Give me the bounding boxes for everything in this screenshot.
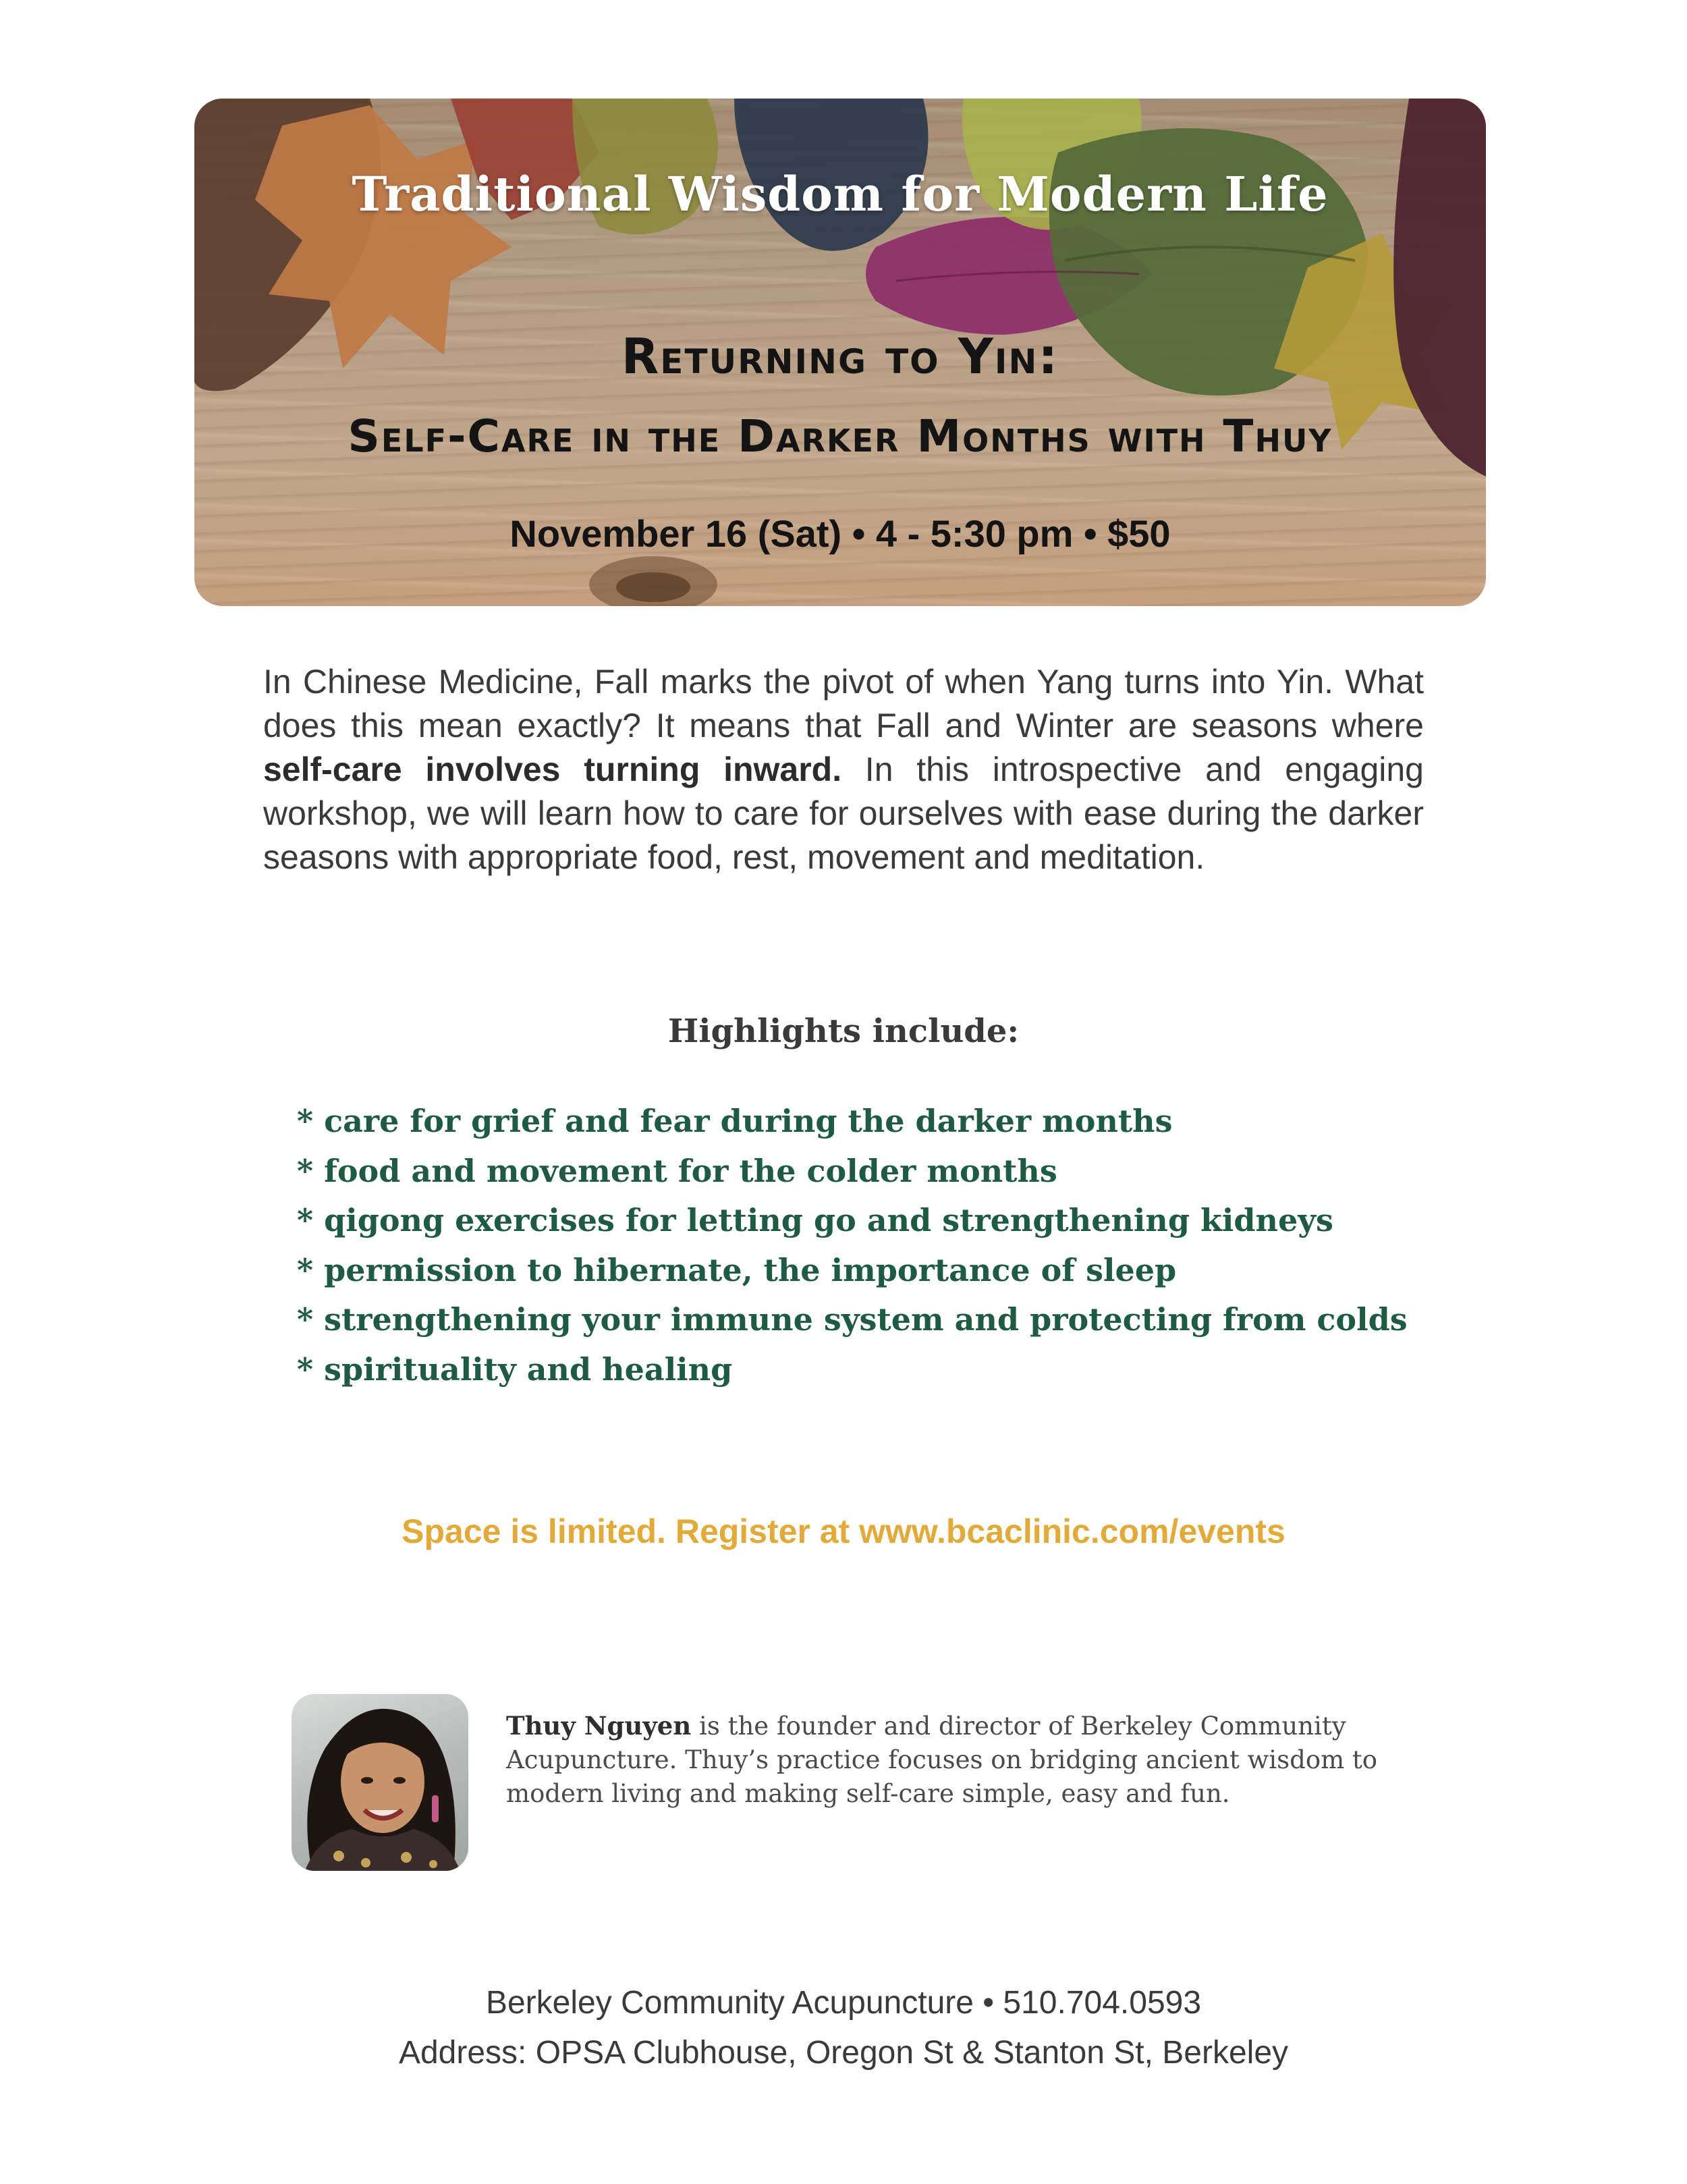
instructor-bio-text: is the founder and director of Berkeley Community Acupuncture. Thuy’s practice focuses on bridging ancient wisdom to modern living and making self-care simple, easy and fun. (506, 1712, 1378, 1808)
highlight-item: * care for grief and fear during the darker months (297, 1103, 1173, 1139)
intro-text-start: In Chinese Medicine, Fall marks the pivot of when Yang turns into Yin. What does this mean exactly? It means that Fall and Winter are seasons where (263, 663, 1424, 744)
event-title-line-1: Returning to Yin: (621, 328, 1059, 385)
intro-emphasis: self-care involves turning inward. (263, 750, 842, 788)
header-banner (194, 99, 1486, 606)
highlight-item: * food and movement for the colder months (297, 1152, 1057, 1189)
highlight-item: * qigong exercises for letting go and strengthening kidneys (297, 1202, 1333, 1238)
banner-title: Traditional Wisdom for Modern Life (352, 166, 1329, 222)
intro-paragraph (263, 660, 1424, 879)
instructor-photo (292, 1694, 468, 1871)
event-date-time-price: November 16 (Sat) • 4 - 5:30 pm • $50 (509, 512, 1171, 555)
event-title-line-2: Self-Care in the Darker Months with Thuy (348, 410, 1333, 462)
instructor-bio (506, 1709, 1397, 1811)
instructor-name: Thuy Nguyen (506, 1711, 692, 1741)
wood-knot (616, 572, 690, 602)
highlight-item: * spirituality and healing (297, 1350, 733, 1388)
footer-contact: Berkeley Community Acupuncture • 510.704.0593 (485, 1985, 1202, 2021)
portrait-illustration (292, 1694, 468, 1871)
highlights-list (297, 1097, 1408, 1394)
intro-text-end: In this introspective and engaging workshop, we will learn how to care for ourselves with ease during the darker seasons with appropriate food, rest, movement and meditation. (263, 750, 1424, 876)
highlight-item: * permission to hibernate, the importance of sleep (297, 1251, 1177, 1288)
register-call-to-action: Space is limited. Register at www.bcaclinic.com/events (402, 1512, 1285, 1550)
highlights-heading: Highlights include: (667, 1012, 1020, 1050)
highlight-item: * strengthening your immune system and protecting from colds (297, 1301, 1408, 1338)
footer-address: Address: OPSA Clubhouse, Oregon St & Stanton St, Berkeley (398, 2035, 1289, 2071)
